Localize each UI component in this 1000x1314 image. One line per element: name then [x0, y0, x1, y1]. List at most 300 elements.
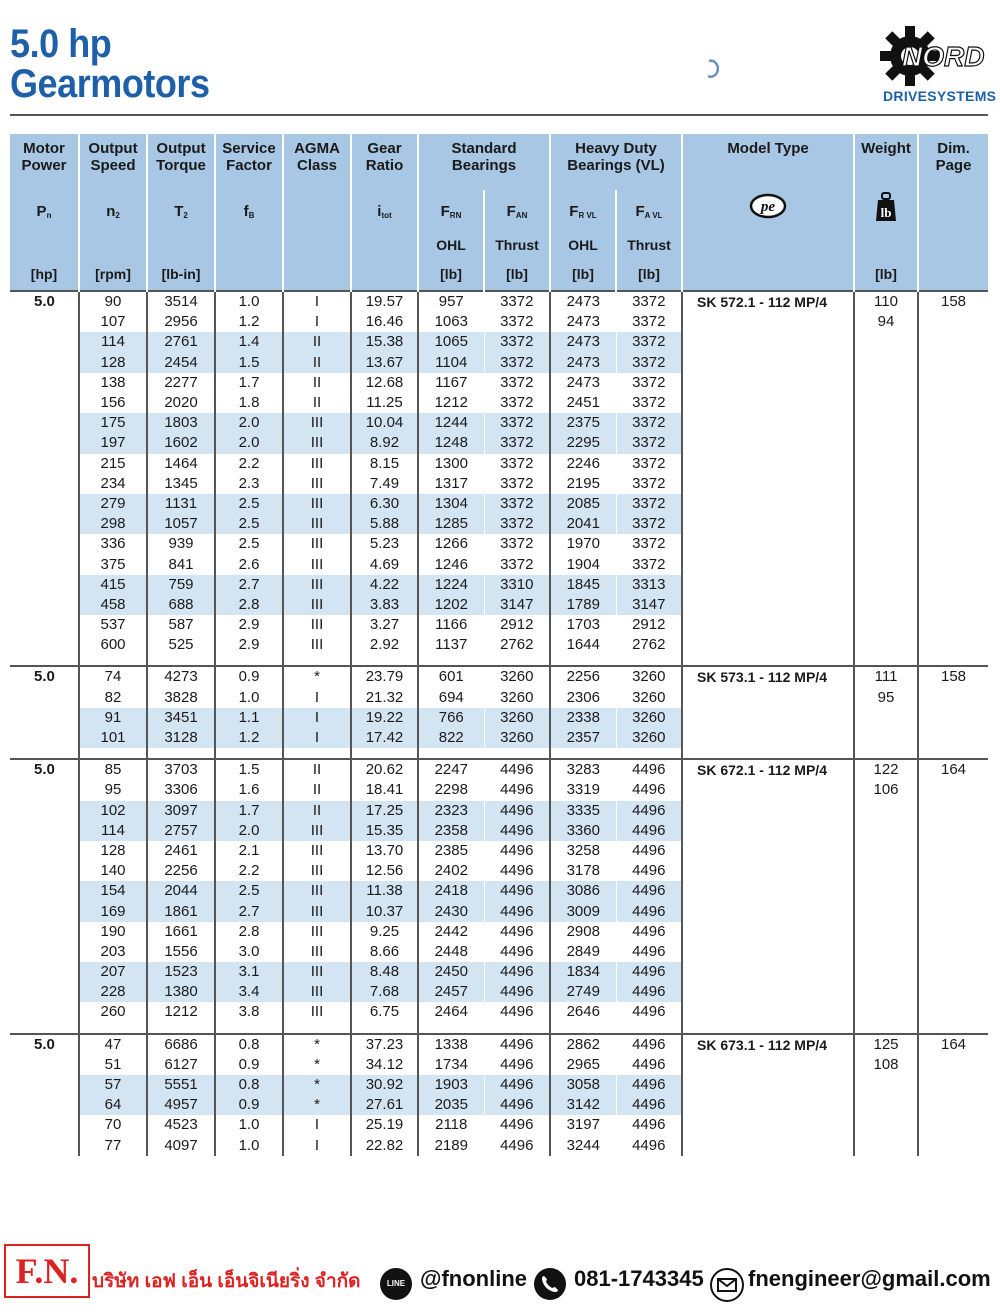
header-output-speed: Output Speed [79, 134, 147, 190]
cell-gear-ratio: 8.48 [351, 962, 418, 982]
cell-service-factor: 1.7 [215, 373, 283, 393]
cell-gear-ratio: 19.57 [351, 291, 418, 312]
header-divider [10, 114, 988, 116]
cell-service-factor: 0.9 [215, 1055, 283, 1075]
cell-frn-ohl: 2358 [418, 821, 484, 841]
line-app-icon: LINE [380, 1268, 412, 1300]
cell-frn-ohl: 1734 [418, 1055, 484, 1075]
cell-motor-power: 5.0 [10, 666, 79, 687]
cell-gear-ratio: 8.15 [351, 454, 418, 474]
dim-spacer [918, 190, 988, 258]
cell-output-torque: 1661 [147, 922, 215, 942]
cell-fan-thrust: 4496 [484, 1115, 550, 1135]
table-row [10, 942, 988, 962]
group-spacer [10, 1023, 988, 1034]
cell-fan-thrust: 3260 [484, 708, 550, 728]
cell-frvl-ohl: 3283 [550, 759, 616, 780]
cell-output-speed: 77 [79, 1136, 147, 1156]
cell-weight: 111 [854, 666, 918, 687]
cell-weight: 110 [854, 291, 918, 312]
cell-service-factor: 2.8 [215, 595, 283, 615]
cell-gear-ratio: 7.49 [351, 474, 418, 494]
cell-frn-ohl: 694 [418, 688, 484, 708]
cell-model-type [682, 962, 854, 982]
cell-gear-ratio: 21.32 [351, 688, 418, 708]
cell-fan-thrust: 3372 [484, 433, 550, 453]
cell-output-torque: 525 [147, 635, 215, 655]
cell-agma-class: II [283, 393, 351, 413]
cell-frvl-ohl: 2375 [550, 413, 616, 433]
cell-weight [854, 514, 918, 534]
cell-agma-class: * [283, 1055, 351, 1075]
cell-motor-power [10, 514, 79, 534]
cell-output-torque: 2256 [147, 861, 215, 881]
fn-logo: F.N. [4, 1244, 90, 1298]
cell-output-torque: 587 [147, 615, 215, 635]
cell-gear-ratio: 34.12 [351, 1055, 418, 1075]
cell-motor-power [10, 454, 79, 474]
cell-output-torque: 2757 [147, 821, 215, 841]
table-row [10, 1115, 988, 1135]
cell-weight [854, 922, 918, 942]
header-output-torque: Output Torque [147, 134, 215, 190]
cell-favl-thrust: 3372 [616, 534, 682, 554]
page-title-line2: Gearmotors [10, 62, 210, 106]
cell-fan-thrust: 3260 [484, 666, 550, 687]
table-header [10, 134, 988, 291]
cell-weight [854, 635, 918, 655]
cell-frvl-ohl: 2965 [550, 1055, 616, 1075]
cell-model-type: SK 672.1 - 112 MP/4 [682, 759, 854, 780]
cell-gear-ratio: 30.92 [351, 1075, 418, 1095]
cell-output-speed: 234 [79, 474, 147, 494]
cell-frvl-ohl: 2246 [550, 454, 616, 474]
table-row [10, 728, 988, 748]
cell-dim-page [918, 708, 988, 728]
cell-motor-power [10, 688, 79, 708]
cell-favl-thrust: 4496 [616, 1075, 682, 1095]
cell-favl-thrust: 3372 [616, 554, 682, 574]
cell-output-speed: 279 [79, 494, 147, 514]
cell-weight: 106 [854, 780, 918, 800]
cell-frvl-ohl: 2295 [550, 433, 616, 453]
cell-dim-page [918, 901, 988, 921]
cell-favl-thrust: 4496 [616, 1055, 682, 1075]
cell-service-factor: 1.4 [215, 332, 283, 352]
symbol-service-factor: $f_B$ [215, 190, 283, 232]
cell-dim-page [918, 413, 988, 433]
cell-weight: 95 [854, 688, 918, 708]
cell-gear-ratio: 16.46 [351, 312, 418, 332]
cell-dim-page [918, 474, 988, 494]
cell-model-type [682, 708, 854, 728]
cell-service-factor: 1.0 [215, 291, 283, 312]
cell-frvl-ohl: 2256 [550, 666, 616, 687]
cell-frn-ohl: 2418 [418, 881, 484, 901]
cell-dim-page: 158 [918, 291, 988, 312]
cell-frn-ohl: 1212 [418, 393, 484, 413]
cell-service-factor: 2.7 [215, 901, 283, 921]
svg-text:pe: pe [760, 199, 776, 215]
cell-favl-thrust: 3260 [616, 708, 682, 728]
unit-rpm: [rpm] [79, 258, 147, 291]
cell-model-type [682, 534, 854, 554]
company-name: บริษัท เอฟ เอ็น เอ็นจิเนียริ่ง จำกัด [92, 1271, 361, 1292]
loading-spinner-icon [704, 58, 720, 80]
cell-model-type [682, 474, 854, 494]
cell-model-type [682, 312, 854, 332]
table-body [10, 291, 988, 1156]
cell-output-speed: 47 [79, 1034, 147, 1055]
cell-model-type [682, 1075, 854, 1095]
cell-frn-ohl: 1300 [418, 454, 484, 474]
cell-dim-page [918, 982, 988, 1002]
cell-gear-ratio: 5.23 [351, 534, 418, 554]
cell-dim-page [918, 688, 988, 708]
cell-output-speed: 85 [79, 759, 147, 780]
cell-favl-thrust: 3372 [616, 474, 682, 494]
cell-fan-thrust: 4496 [484, 881, 550, 901]
cell-frvl-ohl: 2473 [550, 332, 616, 352]
cell-output-speed: 128 [79, 353, 147, 373]
cell-output-torque: 3514 [147, 291, 215, 312]
table-row [10, 474, 988, 494]
table-row [10, 1034, 988, 1055]
cell-agma-class: II [283, 801, 351, 821]
phone-icon [534, 1268, 566, 1300]
cell-favl-thrust: 4496 [616, 1136, 682, 1156]
cell-model-type [682, 332, 854, 352]
cell-dim-page [918, 393, 988, 413]
symbol-power: $P_n$ [10, 190, 79, 232]
cell-frvl-ohl: 1834 [550, 962, 616, 982]
cell-output-speed: 64 [79, 1095, 147, 1115]
cell-favl-thrust: 3372 [616, 514, 682, 534]
cell-weight [854, 708, 918, 728]
cell-agma-class: III [283, 433, 351, 453]
cell-frn-ohl: 1266 [418, 534, 484, 554]
phone-number: 081-1743345 [574, 1266, 704, 1291]
cell-agma-class: III [283, 982, 351, 1002]
cell-agma-class: * [283, 1034, 351, 1055]
cell-output-torque: 3828 [147, 688, 215, 708]
cell-dim-page [918, 1002, 988, 1022]
email-address: fnengineer@gmail.com [748, 1266, 991, 1291]
cell-output-torque: 2044 [147, 881, 215, 901]
cell-gear-ratio: 2.92 [351, 635, 418, 655]
cell-output-torque: 3128 [147, 728, 215, 748]
table-row [10, 688, 988, 708]
cell-frvl-ohl: 2908 [550, 922, 616, 942]
cell-frn-ohl: 2448 [418, 942, 484, 962]
cell-fan-thrust: 3372 [484, 494, 550, 514]
cell-output-speed: 175 [79, 413, 147, 433]
cell-favl-thrust: 3260 [616, 666, 682, 687]
table-row [10, 534, 988, 554]
cell-gear-ratio: 10.04 [351, 413, 418, 433]
cell-favl-thrust: 3372 [616, 494, 682, 514]
cell-agma-class: III [283, 922, 351, 942]
cell-output-speed: 138 [79, 373, 147, 393]
cell-frn-ohl: 601 [418, 666, 484, 687]
table-row [10, 1075, 988, 1095]
cell-output-speed: 537 [79, 615, 147, 635]
table-row [10, 575, 988, 595]
cell-gear-ratio: 8.92 [351, 433, 418, 453]
cell-motor-power [10, 1002, 79, 1022]
cell-model-type: SK 573.1 - 112 MP/4 [682, 666, 854, 687]
unit-lb-frvl: [lb] [550, 258, 616, 291]
cell-gear-ratio: 37.23 [351, 1034, 418, 1055]
cell-fan-thrust: 4496 [484, 801, 550, 821]
cell-output-speed: 169 [79, 901, 147, 921]
cell-favl-thrust: 4496 [616, 821, 682, 841]
cell-service-factor: 2.7 [215, 575, 283, 595]
cell-output-speed: 70 [79, 1115, 147, 1135]
cell-agma-class: I [283, 1136, 351, 1156]
cell-model-type [682, 1095, 854, 1115]
cell-favl-thrust: 3372 [616, 353, 682, 373]
unit-lb-favl: [lb] [616, 258, 682, 291]
cell-frn-ohl: 2430 [418, 901, 484, 921]
cell-weight [854, 454, 918, 474]
cell-motor-power [10, 821, 79, 841]
table-row [10, 1095, 988, 1115]
cell-motor-power [10, 922, 79, 942]
cell-agma-class: III [283, 942, 351, 962]
cell-fan-thrust: 3372 [484, 454, 550, 474]
cell-output-torque: 3451 [147, 708, 215, 728]
header-dim-page: Dim. Page [918, 134, 988, 190]
cell-dim-page [918, 312, 988, 332]
cell-frvl-ohl: 2473 [550, 312, 616, 332]
cell-weight [854, 433, 918, 453]
group-spacer [10, 748, 988, 759]
cell-model-type [682, 841, 854, 861]
cell-agma-class: I [283, 708, 351, 728]
group-spacer [10, 655, 988, 666]
footer-contact-bar [4, 1244, 996, 1304]
cell-output-torque: 2956 [147, 312, 215, 332]
cell-output-speed: 57 [79, 1075, 147, 1095]
cell-model-type [682, 1115, 854, 1135]
cell-frvl-ohl: 3197 [550, 1115, 616, 1135]
cell-service-factor: 0.9 [215, 666, 283, 687]
label-thrust: Thrust [484, 232, 550, 258]
cell-model-type [682, 615, 854, 635]
cell-dim-page [918, 575, 988, 595]
cell-weight [854, 373, 918, 393]
cell-service-factor: 1.2 [215, 312, 283, 332]
cell-weight [854, 962, 918, 982]
header-weight: Weight [854, 134, 918, 190]
cell-fan-thrust: 3372 [484, 312, 550, 332]
cell-dim-page: 164 [918, 759, 988, 780]
cell-weight [854, 728, 918, 748]
cell-agma-class: III [283, 474, 351, 494]
cell-model-type [682, 922, 854, 942]
cell-output-torque: 688 [147, 595, 215, 615]
cell-fan-thrust: 3372 [484, 291, 550, 312]
cell-motor-power [10, 635, 79, 655]
label-thrust-vl: Thrust [616, 232, 682, 258]
cell-favl-thrust: 3372 [616, 454, 682, 474]
cell-output-speed: 82 [79, 688, 147, 708]
cell-weight [854, 1095, 918, 1115]
cell-output-speed: 128 [79, 841, 147, 861]
cell-model-type [682, 554, 854, 574]
cell-favl-thrust: 4496 [616, 841, 682, 861]
cell-favl-thrust: 2912 [616, 615, 682, 635]
cell-gear-ratio: 17.42 [351, 728, 418, 748]
cell-favl-thrust: 3372 [616, 373, 682, 393]
cell-gear-ratio: 7.68 [351, 982, 418, 1002]
cell-service-factor: 1.6 [215, 780, 283, 800]
cell-frvl-ohl: 2862 [550, 1034, 616, 1055]
cell-output-torque: 1556 [147, 942, 215, 962]
cell-frn-ohl: 2442 [418, 922, 484, 942]
cell-agma-class: III [283, 454, 351, 474]
cell-service-factor: 2.2 [215, 454, 283, 474]
weight-lb-icon [854, 190, 918, 258]
cell-output-speed: 91 [79, 708, 147, 728]
cell-favl-thrust: 4496 [616, 1034, 682, 1055]
cell-model-type [682, 373, 854, 393]
cell-fan-thrust: 4496 [484, 982, 550, 1002]
cell-motor-power: 5.0 [10, 1034, 79, 1055]
symbol-fan: $F_{AN}$ [484, 190, 550, 232]
cell-dim-page [918, 373, 988, 393]
cell-frvl-ohl: 1789 [550, 595, 616, 615]
cell-output-torque: 4273 [147, 666, 215, 687]
cell-frn-ohl: 2189 [418, 1136, 484, 1156]
cell-dim-page [918, 494, 988, 514]
table-row [10, 595, 988, 615]
cell-favl-thrust: 3372 [616, 413, 682, 433]
cell-frvl-ohl: 3258 [550, 841, 616, 861]
cell-favl-thrust: 4496 [616, 901, 682, 921]
cell-fan-thrust: 2912 [484, 615, 550, 635]
cell-service-factor: 3.8 [215, 1002, 283, 1022]
cell-weight [854, 942, 918, 962]
cell-service-factor: 1.0 [215, 1115, 283, 1135]
cell-frvl-ohl: 3319 [550, 780, 616, 800]
cell-frvl-ohl: 2357 [550, 728, 616, 748]
cell-output-torque: 3306 [147, 780, 215, 800]
cell-favl-thrust: 3372 [616, 291, 682, 312]
cell-frvl-ohl: 3058 [550, 1075, 616, 1095]
cell-service-factor: 3.0 [215, 942, 283, 962]
cell-output-torque: 1212 [147, 1002, 215, 1022]
cell-gear-ratio: 17.25 [351, 801, 418, 821]
cell-dim-page [918, 821, 988, 841]
cell-dim-page [918, 615, 988, 635]
cell-dim-page [918, 881, 988, 901]
cell-agma-class: I [283, 688, 351, 708]
cell-weight [854, 474, 918, 494]
cell-frvl-ohl: 1904 [550, 554, 616, 574]
table-row [10, 821, 988, 841]
cell-fan-thrust: 3372 [484, 393, 550, 413]
cell-frn-ohl: 2323 [418, 801, 484, 821]
cell-motor-power [10, 393, 79, 413]
cell-motor-power [10, 982, 79, 1002]
cell-output-speed: 114 [79, 821, 147, 841]
cell-output-speed: 51 [79, 1055, 147, 1075]
cell-fan-thrust: 3372 [484, 534, 550, 554]
cell-agma-class: I [283, 312, 351, 332]
cell-weight [854, 393, 918, 413]
cell-motor-power [10, 595, 79, 615]
table-row [10, 801, 988, 821]
table-row [10, 635, 988, 655]
cell-weight [854, 353, 918, 373]
cell-gear-ratio: 10.37 [351, 901, 418, 921]
cell-weight [854, 494, 918, 514]
cell-fan-thrust: 4496 [484, 1002, 550, 1022]
cell-output-speed: 140 [79, 861, 147, 881]
cell-favl-thrust: 4496 [616, 881, 682, 901]
cell-frvl-ohl: 3335 [550, 801, 616, 821]
cell-agma-class: I [283, 728, 351, 748]
cell-favl-thrust: 3147 [616, 595, 682, 615]
cell-weight [854, 801, 918, 821]
cell-model-type [682, 514, 854, 534]
table-row [10, 708, 988, 728]
cell-fan-thrust: 3372 [484, 353, 550, 373]
cell-model-type [682, 942, 854, 962]
cell-gear-ratio: 6.30 [351, 494, 418, 514]
cell-motor-power [10, 1055, 79, 1075]
table-row [10, 454, 988, 474]
symbol-frvl: $F_{R VL}$ [550, 190, 616, 232]
cell-weight: 122 [854, 759, 918, 780]
cell-dim-page [918, 1075, 988, 1095]
cell-dim-page [918, 1055, 988, 1075]
cell-gear-ratio: 13.70 [351, 841, 418, 861]
cell-output-speed: 228 [79, 982, 147, 1002]
cell-fan-thrust: 4496 [484, 1136, 550, 1156]
cell-favl-thrust: 4496 [616, 1115, 682, 1135]
cell-motor-power [10, 534, 79, 554]
cell-model-type [682, 728, 854, 748]
cell-frn-ohl: 2457 [418, 982, 484, 1002]
cell-gear-ratio: 6.75 [351, 1002, 418, 1022]
cell-frn-ohl: 2450 [418, 962, 484, 982]
cell-output-speed: 458 [79, 595, 147, 615]
cell-service-factor: 2.5 [215, 514, 283, 534]
cell-fan-thrust: 2762 [484, 635, 550, 655]
cell-output-speed: 197 [79, 433, 147, 453]
symbol-torque: $T_2$ [147, 190, 215, 232]
cell-output-torque: 2461 [147, 841, 215, 861]
cell-frvl-ohl: 3086 [550, 881, 616, 901]
cell-weight [854, 534, 918, 554]
cell-motor-power [10, 962, 79, 982]
table-row [10, 312, 988, 332]
cell-output-torque: 6686 [147, 1034, 215, 1055]
cell-service-factor: 1.8 [215, 393, 283, 413]
cell-motor-power [10, 1095, 79, 1115]
cell-agma-class: II [283, 353, 351, 373]
cell-dim-page: 158 [918, 666, 988, 687]
cell-dim-page [918, 861, 988, 881]
cell-fan-thrust: 4496 [484, 1055, 550, 1075]
cell-motor-power [10, 615, 79, 635]
unit-hp: [hp] [10, 258, 79, 291]
cell-frn-ohl: 1338 [418, 1034, 484, 1055]
symbol-speed: $n_2$ [79, 190, 147, 232]
